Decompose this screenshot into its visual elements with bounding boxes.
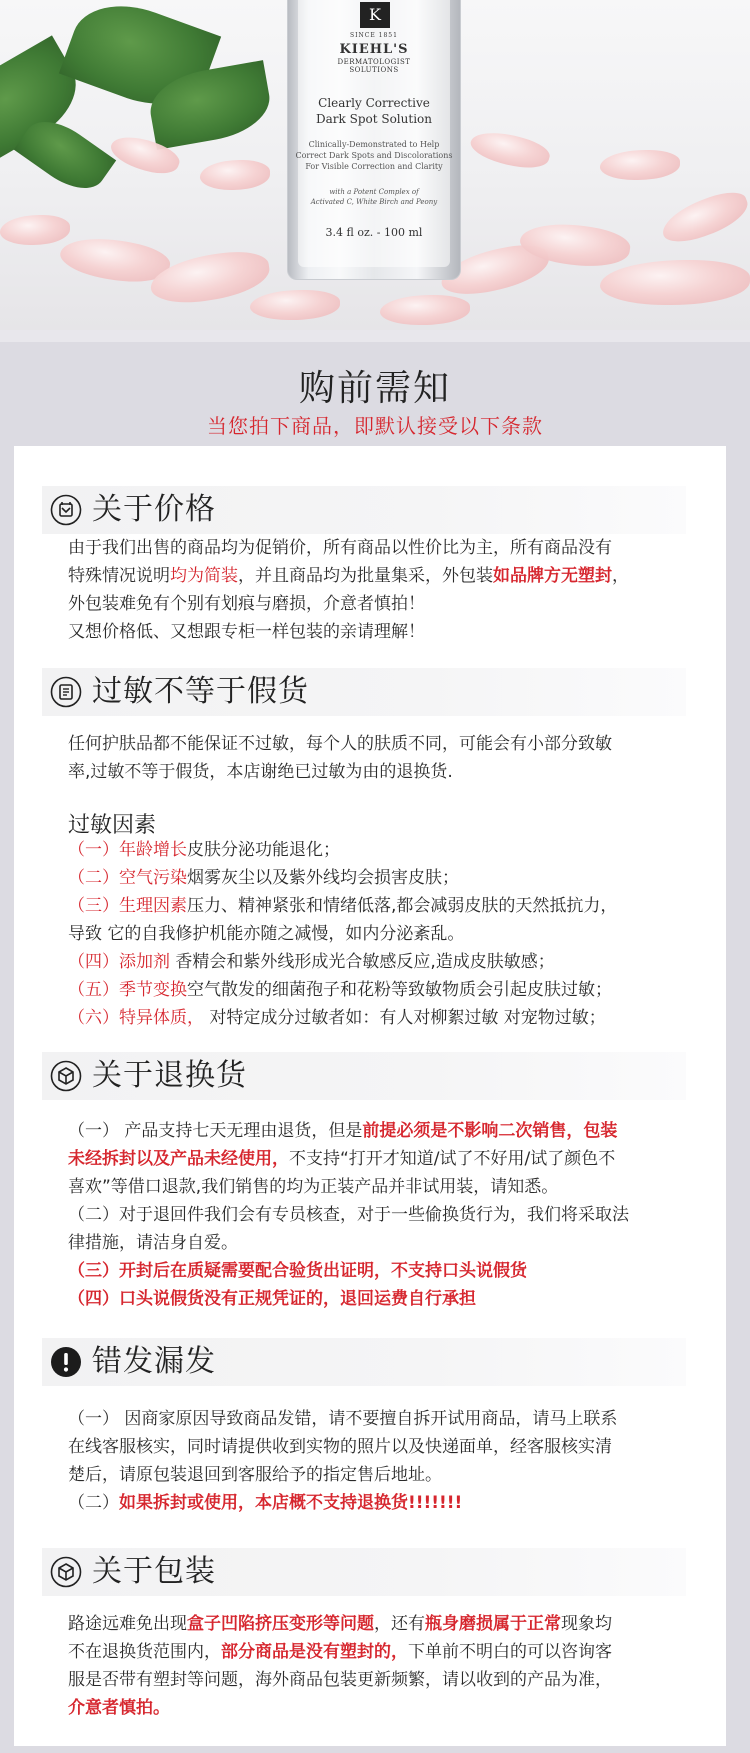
- section-header-wrong-shipment: [42, 1338, 686, 1386]
- packaging-text: 路途远难免出现盒子凹陷挤压变形等问题，还有瓶身磨损属于正常现象均 不在退换货范围内，部分商品是没有塑封的，下单前不明白的可以咨询客 服是否带有塑封等问题，海外商品包装更新频繁，请以收到的产品为准， 介意者慎拍。: [68, 1614, 612, 1718]
- box-cube-icon: [50, 1556, 82, 1588]
- returns-text: （一） 产品支持七天无理由退货，但是前提必须是不影响二次销售，包装 未经拆封以及产品未经使用，不支持“打开才知道/试了不好用/试了颜色不 喜欢”等借口退款,我们销售的均为正装产品并非试用装，请知悉。 （二）对于退回件我们会有专员核查，对于一些偷换货行为，我们将采取法 律措施，请洁身自爱。 （三）开封后在质疑需要配合验货出证明，不支持口头说假货 （四）口头说假货没有正规凭证的，退回运费自行承担: [68, 1121, 629, 1309]
- exclamation-icon: [50, 1346, 82, 1378]
- label-product-name: Clearly Corrective: [318, 96, 430, 110]
- petal-decoration: [600, 150, 680, 180]
- wrong-shipment-text: （一） 因商家原因导致商品发错，请不要擅自拆开试用商品，请马上联系 在线客服核实，同时请提供收到实物的照片以及快递面单，经客服核实清 楚后，请原包装退回到客服给予的指定售后地址。 （二）如果拆封或使用，本店概不支持退换货!!!!!!!: [68, 1409, 618, 1513]
- section-header-packaging: [42, 1548, 686, 1596]
- label-product-name: Dark Spot Solution: [316, 112, 432, 126]
- label-complex: with a Potent Complex of: [329, 188, 419, 196]
- petal-decoration: [380, 295, 470, 325]
- section-title: 过敏不等于假货: [92, 674, 309, 709]
- section-title: 关于价格: [92, 492, 216, 527]
- petal-decoration: [467, 125, 552, 175]
- section-title: 关于包装: [92, 1554, 216, 1589]
- label-desc: For Visible Correction and Clarity: [305, 162, 443, 171]
- label-desc: Correct Dark Spots and Discolorations: [295, 151, 453, 160]
- label-since: SINCE 1851: [350, 32, 398, 39]
- divider: [0, 330, 750, 342]
- notebook-icon: [50, 676, 82, 708]
- petal-decoration: [657, 186, 750, 250]
- page-subtitle: 当您拍下商品，即默认接受以下条款: [207, 414, 543, 438]
- price-tag-icon: [50, 494, 82, 526]
- label-desc: Clinically-Demonstrated to Help: [308, 140, 440, 149]
- section-title: 关于退换货: [92, 1058, 247, 1093]
- section-header-price: [42, 486, 686, 534]
- petal-decoration: [250, 290, 340, 320]
- serum-bottle: [287, 0, 461, 280]
- price-text: 由于我们出售的商品均为促销价，所有商品以性价比为主，所有商品没有 特殊情况说明均为简装，并且商品均为批量集采，外包装如品牌方无塑封， 外包装难免有个别有划痕与磨损，介意者慎拍！ 又想价格低、又想跟专柜一样包装的亲请理解！: [68, 538, 629, 642]
- allergy-factors-heading: 过敏因素: [68, 813, 157, 838]
- product-hero-image: [0, 0, 750, 330]
- allergy-factors-list: （一）年龄增长皮肤分泌功能退化； （二）空气污染烟雾灰尘以及紫外线均会损害皮肤； （三）生理因素压力、精神紧张和情绪低落,都会减弱皮肤的天然抵抗力， 导致 它的自我修护机能亦随之减慢，如内分泌紊乱。 （四）添加剂 香精会和紫外线形成光合敏感反应,造成皮肤敏感； （五）季节变换空气散发的细菌孢子和花粉等致敏物质会引起皮肤过敏； （六）特异体质， 对特定成分过敏者如：有人对柳絮过敏 对宠物过敏；: [68, 840, 618, 1028]
- petal-decoration: [0, 215, 70, 245]
- box-cube-icon: [50, 1060, 82, 1092]
- section-header-returns: [42, 1052, 686, 1100]
- petal-decoration: [200, 160, 270, 190]
- page-title: 购前需知: [298, 368, 451, 409]
- section-header-allergy: [42, 668, 686, 716]
- label-volume: 3.4 fl oz. - 100 ml: [325, 226, 423, 239]
- label-sub: DERMATOLOGIST: [337, 58, 411, 66]
- label-brand: KIEHL'S: [339, 42, 409, 57]
- label-sub: SOLUTIONS: [349, 66, 399, 74]
- allergy-text: 任何护肤品都不能保证不过敏，每个人的肤质不同，可能会有小部分致敏 率,过敏不等于假货，本店谢绝已过敏为由的退换货.: [68, 734, 612, 782]
- label-complex: Activated C, White Birch and Peony: [310, 198, 438, 206]
- kiehls-logo: K: [360, 2, 390, 28]
- section-title: 错发漏发: [92, 1344, 216, 1379]
- petal-decoration: [600, 260, 750, 305]
